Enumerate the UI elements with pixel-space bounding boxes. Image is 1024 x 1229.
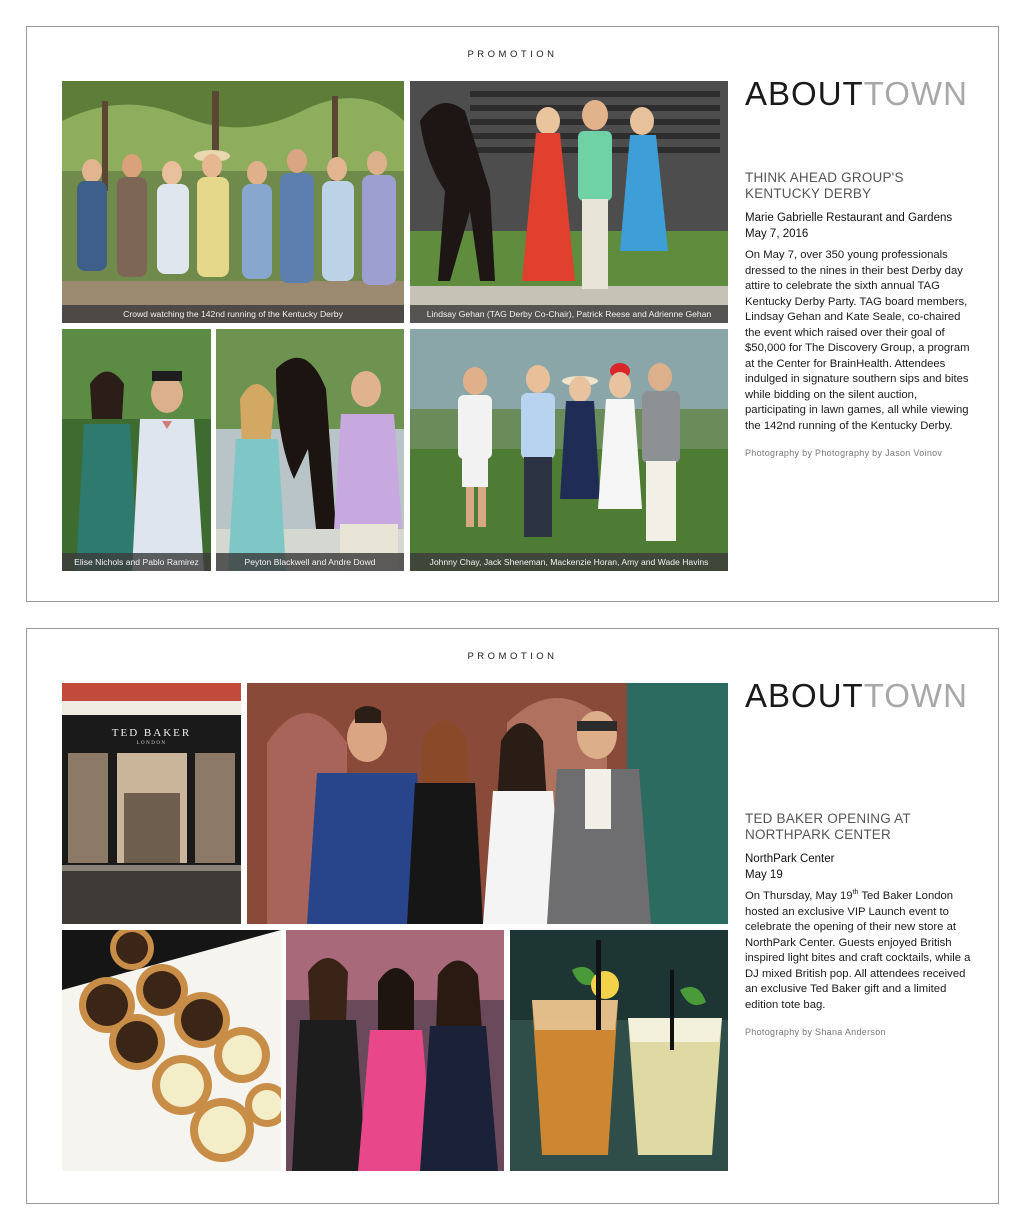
article-body bbox=[745, 889, 975, 1013]
photo-tarts bbox=[62, 930, 281, 1171]
article-column bbox=[745, 170, 975, 458]
photo-storefront bbox=[62, 683, 241, 924]
event-date: May 7, 2016 bbox=[745, 228, 809, 240]
promotion-label: PROMOTION bbox=[467, 49, 558, 60]
photo-credit: Photography by Photography by Jason Voinov bbox=[745, 448, 943, 458]
photo-caption: Lindsay Gehan (TAG Derby Co-Chair), Patrick Reese and Adrienne Gehan bbox=[410, 305, 728, 323]
photo-couple-1 bbox=[62, 329, 211, 571]
photo-group-five bbox=[410, 329, 728, 571]
event-venue: Marie Gabrielle Restaurant and Gardens bbox=[745, 212, 953, 224]
kentucky-derby-page bbox=[26, 26, 999, 602]
event-heading-line-2: KENTUCKY DERBY bbox=[745, 186, 872, 201]
photo-group-four bbox=[247, 683, 728, 924]
article-body: On May 7, over 350 young professionals dressed to the nines in their best Derby day attire to celebrate the sixth annual TAG Kentucky Derby Party. TAG board members, Lindsay Gehan and Kate Seale, co-chaired the event which raised over their goal of $50,000 for The Discovery Group, a program at the Center for BrainHealth. Attendees indulged in signature southern sips and bites while bidding on the silent auction, participating in lawn games, all while viewing the 142nd running of the Kentucky Derby. bbox=[745, 249, 970, 432]
promotion-label: PROMOTION bbox=[467, 651, 558, 662]
event-heading bbox=[745, 811, 975, 843]
title-about: ABOUT bbox=[745, 75, 864, 112]
event-heading bbox=[745, 170, 975, 202]
photo-horse-trio bbox=[410, 81, 728, 323]
article-body-rest: Ted Baker London hosted an exclusive VIP Launch event to celebrate the opening of their new store at NorthPark Center. Guests enjoyed British inspired light bites and craft cocktails, while a DJ mixed British pop. All attendees received an exclusive Ted Baker gift and a limited edition tote bag. bbox=[745, 890, 971, 1011]
ordinal-suffix: th bbox=[852, 889, 859, 897]
section-title bbox=[745, 75, 968, 113]
section-title bbox=[745, 677, 968, 715]
photo-caption: Peyton Blackwell and Andre Dowd bbox=[216, 553, 404, 571]
title-about: ABOUT bbox=[745, 677, 864, 714]
article-body-start: On Thursday, May 19 bbox=[745, 890, 853, 902]
photo-couple-2 bbox=[216, 329, 404, 571]
photo-crowd bbox=[62, 81, 404, 323]
event-heading-line-2: NORTHPARK CENTER bbox=[745, 827, 891, 842]
photo-caption: Elise Nichols and Pablo Ramirez bbox=[62, 553, 211, 571]
photo-cocktails bbox=[510, 930, 728, 1171]
photo-credit: Photography by Shana Anderson bbox=[745, 1027, 886, 1037]
event-heading-line-1: TED BAKER OPENING AT bbox=[745, 811, 911, 826]
store-sign-brand: TED BAKER bbox=[111, 727, 192, 739]
title-town: TOWN bbox=[863, 75, 968, 112]
photo-three-women bbox=[286, 930, 504, 1171]
photo-caption: Johnny Chay, Jack Sheneman, Mackenzie Horan, Amy and Wade Havins bbox=[410, 553, 728, 571]
store-sign-city: LONDON bbox=[136, 741, 167, 746]
title-town: TOWN bbox=[863, 677, 968, 714]
event-heading-line-1: THINK AHEAD GROUP'S bbox=[745, 170, 904, 185]
photo-caption: Crowd watching the 142nd running of the Kentucky Derby bbox=[62, 305, 404, 323]
ted-baker-page bbox=[26, 628, 999, 1204]
event-date: May 19 bbox=[745, 869, 783, 881]
article-column bbox=[745, 811, 975, 1037]
event-venue: NorthPark Center bbox=[745, 853, 835, 865]
